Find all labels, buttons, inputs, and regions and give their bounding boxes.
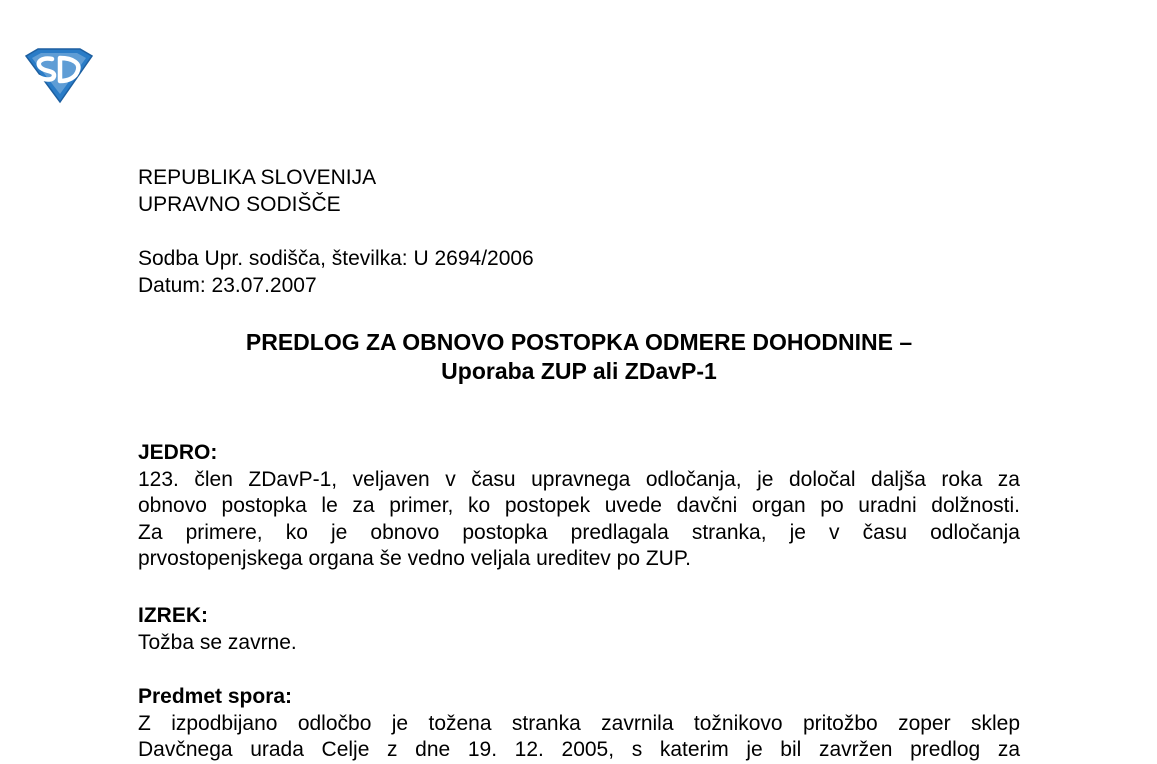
jedro-line: Za primere, ko je obnovo postopka predlagala stranka, je v času odločanja [138,520,1020,544]
predmet-line: Z izpodbijano odločbo je tožena stranka zavrnila tožnikovo pritožbo zoper sklep [138,711,1020,735]
court-header [138,165,1020,218]
title-line-1: PREDLOG ZA OBNOVO POSTOPKA ODMERE DOHODNINE – [245,329,913,355]
section-predmet-spora [138,684,1020,764]
predmet-line: Davčnega urada Celje z dne 19. 12. 2005, s katerim je bil zavržen predlog za [138,738,1020,761]
jedro-line: obnovo postopka le za primer, ko postopek uvede davčni organ po uradni dolžnosti. [138,494,1020,517]
izrek-text: Tožba se zavrne. [138,630,297,654]
case-date: Datum: 23.07.2007 [138,273,317,297]
header-court: UPRAVNO SODIŠČE [138,192,341,216]
jedro-line: prvostopenjskega organa še vedno veljala ureditev po ZUP. [138,547,691,570]
header-country: REPUBLIKA SLOVENIJA [138,166,377,189]
case-info [138,246,1020,299]
title-line-2: Uporaba ZUP ali ZDavP-1 [441,358,717,384]
section-izrek [138,603,1020,656]
document-title [138,328,1020,386]
sd-logo-icon [22,48,96,104]
case-number: Sodba Upr. sodišča, številka: U 2694/2006 [138,247,534,270]
jedro-line: 123. člen ZDavP-1, veljaven v času upravnega odločanja, je določal daljša roka za [138,467,1020,491]
izrek-heading: IZREK: [138,604,208,627]
section-jedro [138,440,1020,573]
predmet-heading: Predmet spora: [138,685,293,708]
jedro-heading: JEDRO: [138,441,218,464]
